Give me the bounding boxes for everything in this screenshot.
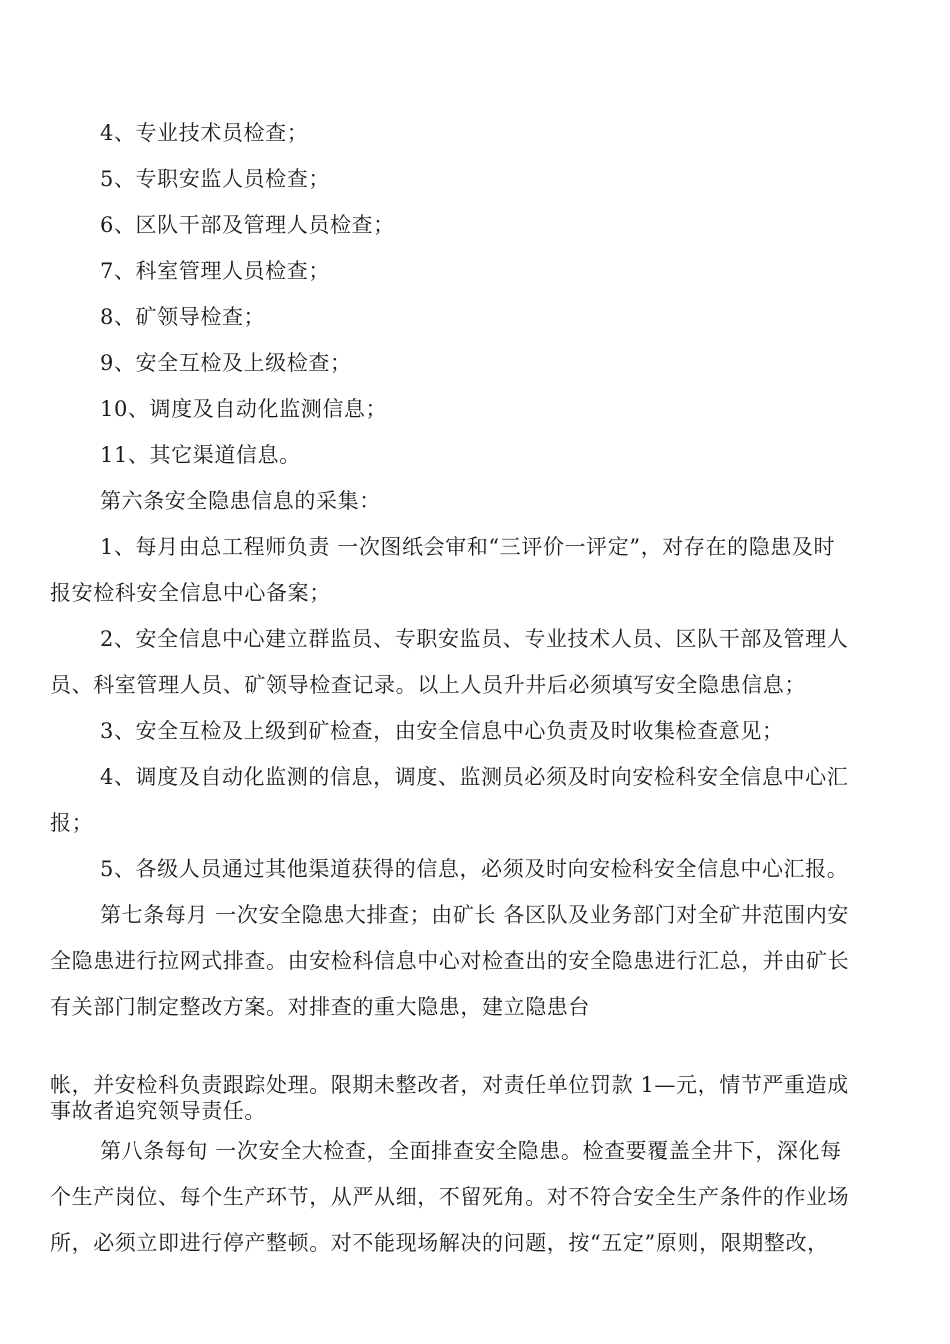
list-item: 11、其它渠道信息。 (100, 443, 301, 467)
list-item: 7、科室管理人员检查； (100, 259, 330, 283)
article-6-heading: 第六条安全隐患信息的采集： (100, 489, 381, 513)
article-6-item-1-line-2: 报安检科安全信息中心备案； (50, 581, 331, 605)
article-7-line-5: 事故者追究领导责任。 (50, 1099, 266, 1123)
article-7-line-1: 第七条每月 一次安全隐患大排查；由矿长 各区队及业务部门对全矿井范围内安 (100, 903, 849, 927)
article-7-line-3: 有关部门制定整改方案。对排查的重大隐患，建立隐患台 (50, 995, 590, 1019)
article-6-item-3-line-1: 3、安全互检及上级到矿检查，由安全信息中心负责及时收集检查意见； (100, 719, 784, 743)
list-item: 6、区队干部及管理人员检查； (100, 213, 395, 237)
article-8-line-3: 所，必须立即进行停产整顿。对不能现场解决的问题，按“五定”原则，限期整改， (50, 1231, 829, 1255)
article-6-item-4-line-2: 报； (50, 811, 94, 835)
article-7-line-2: 全隐患进行拉网式排查。由安检科信息中心对检查出的安全隐患进行汇总，并由矿长 (50, 949, 850, 973)
article-7-line-4: 帐，并安检科负责跟踪处理。限期未整改者，对责任单位罚款 1—元，情节严重造成 (50, 1073, 849, 1097)
article-6-item-1-line-1: 1、每月由总工程师负责 一次图纸会审和“三评价一评定”，对存在的隐患及时 (100, 535, 836, 559)
article-6-item-5-line-1: 5、各级人员通过其他渠道获得的信息，必须及时向安检科安全信息中心汇报。 (100, 857, 849, 881)
article-6-item-4-line-1: 4、调度及自动化监测的信息，调度、监测员必须及时向安检科安全信息中心汇 (100, 765, 849, 789)
list-item: 5、专职安监人员检查； (100, 167, 330, 191)
list-item: 9、安全互检及上级检查； (100, 351, 352, 375)
list-item: 10、调度及自动化监测信息； (100, 397, 388, 421)
list-item: 8、矿领导检查； (100, 305, 266, 329)
article-8-line-1: 第八条每旬 一次安全大检查，全面排查安全隐患。检查要覆盖全井下，深化每 (100, 1139, 842, 1163)
article-6-item-2-line-2: 员、科室管理人员、矿领导检查记录。以上人员升井后必须填写安全隐患信息； (50, 673, 806, 697)
article-8-line-2: 个生产岗位、每个生产环节，从严从细，不留死角。对不符合安全生产条件的作业场 (50, 1185, 850, 1209)
article-6-item-2-line-1: 2、安全信息中心建立群监员、专职安监员、专业技术人员、区队干部及管理人 (100, 627, 849, 651)
list-item: 4、专业技术员检查； (100, 121, 309, 145)
